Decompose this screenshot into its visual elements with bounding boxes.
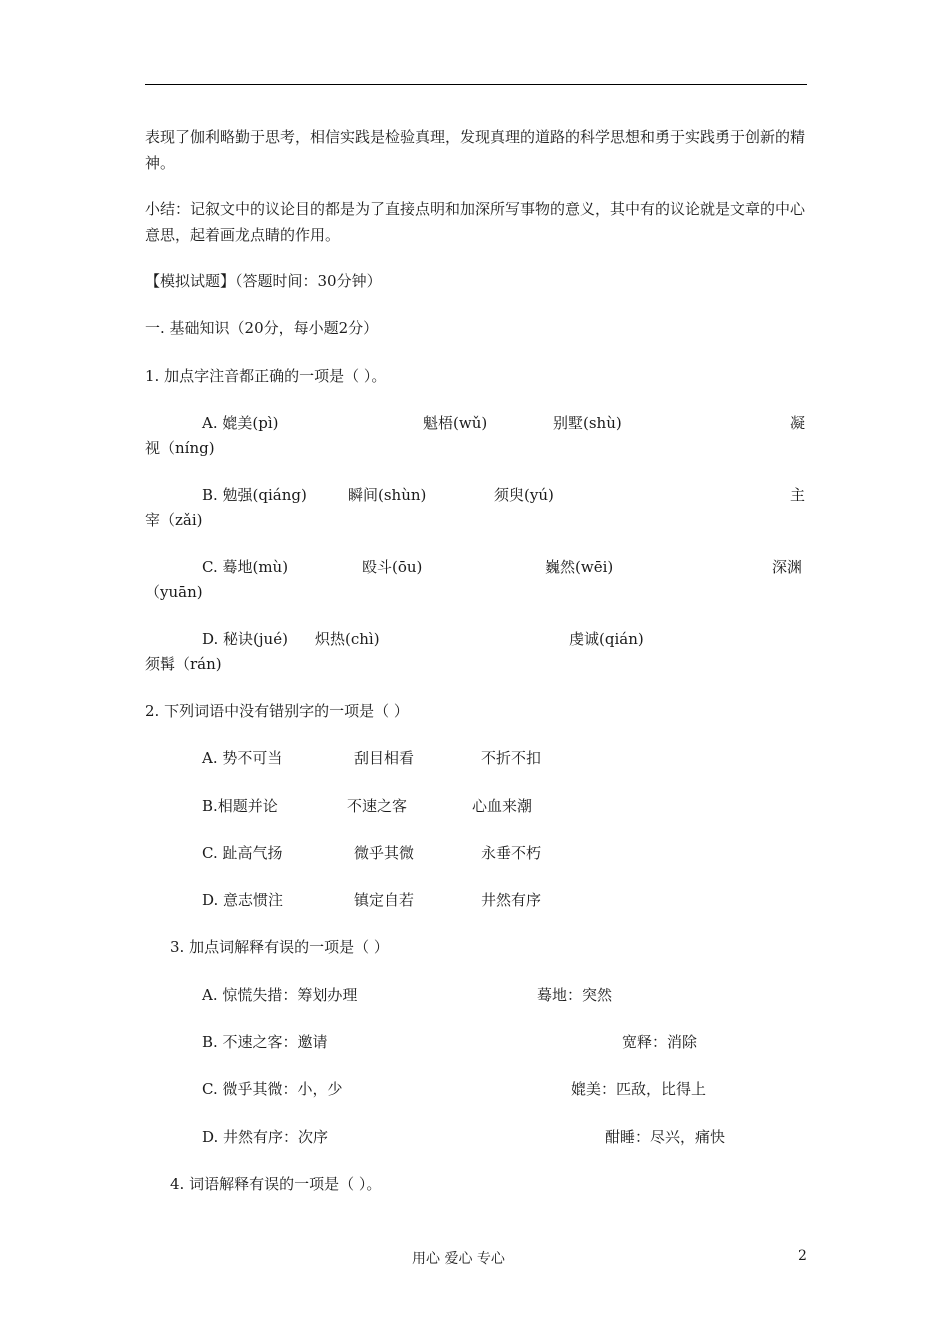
q1-option-d-4: 须髯（rán) [145,655,222,673]
q1-option-a-4: 凝 [790,414,806,432]
q2-option-a-2: 刮目相看 [354,749,415,767]
q4-stem: 4. 词语解释有误的一项是（ ）。 [170,1175,382,1193]
q1-option-a-2: 魁梧(wǔ) [423,414,488,432]
q1-option-b-2: 瞬间(shùn) [348,486,427,504]
q1-option-a-1: A. 媲美(pì) [202,414,279,432]
q2-option-a-3: 不折不扣 [481,749,542,767]
q3-option-a-1: A. 惊慌失措：筹划办理 [202,986,358,1004]
q2-option-d-2: 镇定自若 [354,891,415,909]
intro-summary: 小结：记叙文中的议论目的都是为了直接点明和加深所写事物的意义，其中有的议论就是文章的中心意思，起着画龙点睛的作用。 [145,200,806,244]
q1-option-d-3: 虔诚(qián) [569,630,644,648]
q3-option-c-2: 媲美：匹敌，比得上 [571,1080,707,1098]
q1-option-c-4: 深渊 [772,558,803,576]
q3-option-b-2: 宽释：消除 [622,1033,698,1051]
intro-conclusion: 表现了伽利略勤于思考，相信实践是检验真理，发现真理的道路的科学思想和勇于实践勇于创新的精神。 [145,128,806,172]
q2-option-b-3: 心血来潮 [472,797,533,815]
q2-option-c-3: 永垂不朽 [481,844,542,862]
page-number: 2 [798,1248,807,1264]
q2-option-c-2: 微乎其微 [354,844,415,862]
q1-option-d-1: D. 秘诀(jué) [202,630,288,648]
section-title: 【模拟试题】（答题时间：30分钟） [145,272,382,290]
q1-option-b-5: 宰（zǎi) [145,511,203,529]
q1-option-c-1: C. 蓦地(mù) [202,558,289,576]
q1-option-d-2: 炽热(chì) [315,630,380,648]
q2-option-b-2: 不速之客 [347,797,408,815]
q2-stem: 2. 下列词语中没有错别字的一项是（ ） [145,702,409,720]
q2-option-b-1: B.相题并论 [202,797,278,815]
q1-option-c-5: （yuān) [145,583,203,601]
q1-option-a-3: 别墅(shù) [553,414,622,432]
q1-option-b-4: 主 [790,486,806,504]
q3-option-d-2: 酣睡：尽兴，痛快 [605,1128,726,1146]
q2-option-d-3: 井然有序 [481,891,542,909]
q3-option-d-1: D. 井然有序：次序 [202,1128,329,1146]
part1-title: 一. 基础知识（20分，每小题2分） [145,319,379,337]
q2-option-c-1: C. 趾高气扬 [202,844,283,862]
q2-option-a-1: A. 势不可当 [202,749,283,767]
q1-option-c-2: 殴斗(ōu) [362,558,423,576]
q1-option-a-5: 视（níng) [145,439,215,457]
q1-option-c-3: 巍然(wēi) [545,558,614,576]
q3-option-b-1: B. 不速之客：邀请 [202,1033,328,1051]
q3-stem: 3. 加点词解释有误的一项是（ ） [170,938,389,956]
q3-option-a-2: 蓦地：突然 [537,986,613,1004]
q1-option-b-1: B. 勉强(qiáng) [202,486,307,504]
q1-option-b-3: 须臾(yú) [494,486,554,504]
q3-option-c-1: C. 微乎其微：小，少 [202,1080,343,1098]
q1-stem: 1. 加点字注音都正确的一项是（ ）。 [145,367,387,385]
q2-option-d-1: D. 意志惯注 [202,891,284,909]
footer-motto: 用心 爱心 专心 [412,1251,505,1267]
header-rule [145,84,807,85]
